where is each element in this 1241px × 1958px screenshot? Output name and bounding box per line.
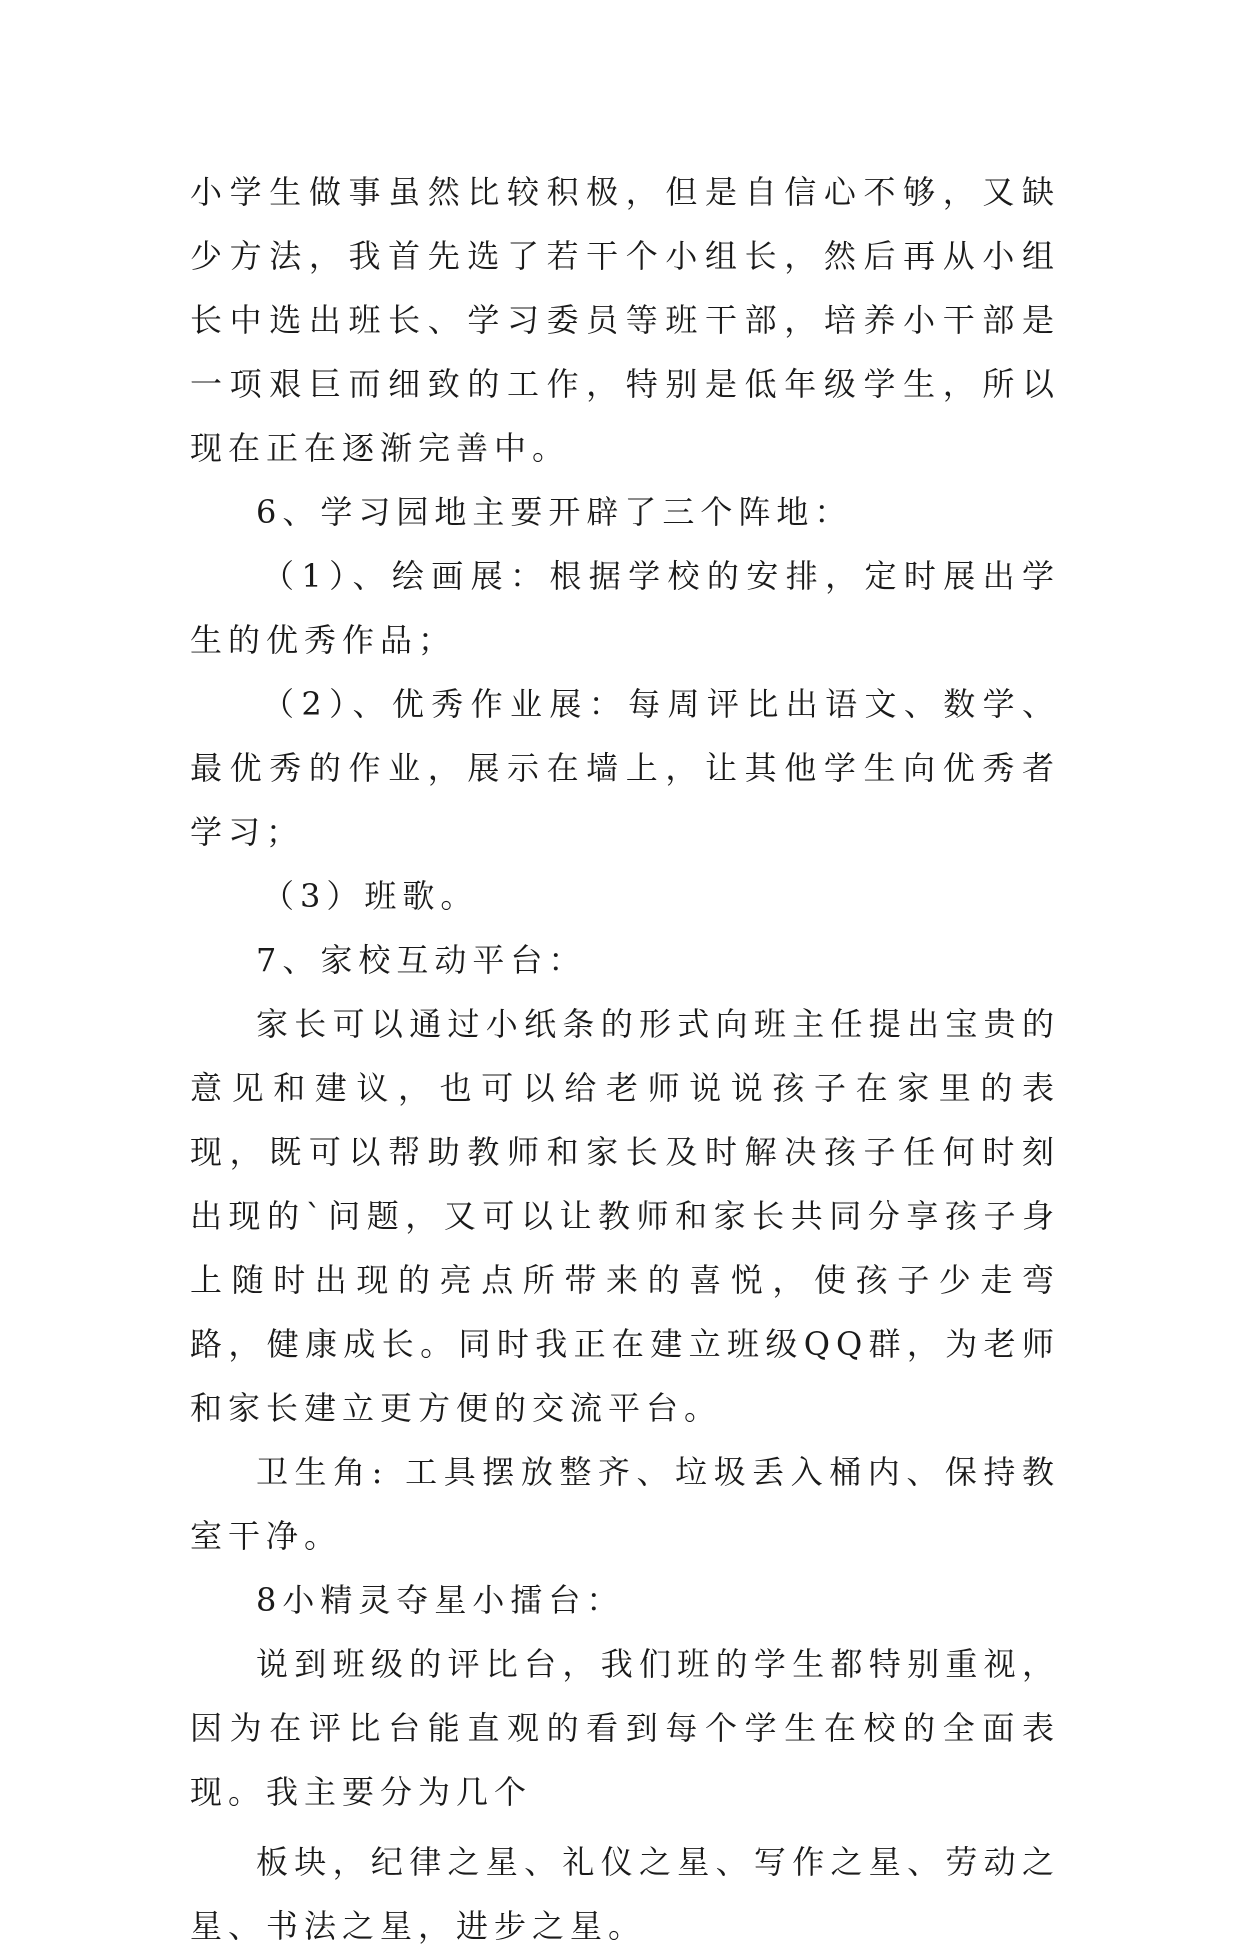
paragraph-star-arena-heading: 8小精灵夺星小擂台： xyxy=(256,1581,625,1619)
paragraph-home-school-body: 家长可以通过小纸条的形式向班主任提出宝贵的意见和建议，也可以给老师说说孩子在家里的表现，既可以帮助教师和家长及时解决孩子任何时刻出现的`问题，又可以让教师和家长共同分享孩子身上随时出现的亮点所带来的喜悦，使孩子少走弯路，健康成长。同时我正在建立班级QQ群，为老师和家长建立更方便的交流平台。 xyxy=(190,1005,1060,1427)
document-body xyxy=(190,160,1060,1958)
paragraph-learning-garden-heading: 6、学习园地主要开辟了三个阵地： xyxy=(256,493,853,531)
paragraph-hygiene-corner: 卫生角: 工具摆放整齐、垃圾丢入桶内、保持教室干净。 xyxy=(190,1453,1060,1555)
paragraph-class-cadres: 小学生做事虽然比较积极，但是自信心不够，又缺少方法，我首先选了若干个小组长，然后再从小组长中选出班长、学习委员等班干部，培养小干部是一项艰巨而细致的工作，特别是低年级学生，所以现在正在逐渐完善中。 xyxy=(190,173,1060,467)
paragraph-homework-exhibition: （2）、优秀作业展：每周评比出语文、数学、最优秀的作业，展示在墙上，让其他学生向优秀者学习； xyxy=(190,685,1060,851)
paragraph-class-song: （3）班歌。 xyxy=(262,877,479,915)
paragraph-painting-exhibition: （1）、绘画展：根据学校的安排，定时展出学生的优秀作品； xyxy=(190,557,1060,659)
paragraph-home-school-heading: 7、家校互动平台： xyxy=(256,941,587,979)
paragraph-star-arena-body: 说到班级的评比台，我们班的学生都特别重视，因为在评比台能直观的看到每个学生在校的全面表现。我主要分为几个 xyxy=(190,1645,1060,1811)
paragraph-star-categories: 板块，纪律之星、礼仪之星、写作之星、劳动之星、书法之星，进步之星。 xyxy=(190,1843,1060,1945)
